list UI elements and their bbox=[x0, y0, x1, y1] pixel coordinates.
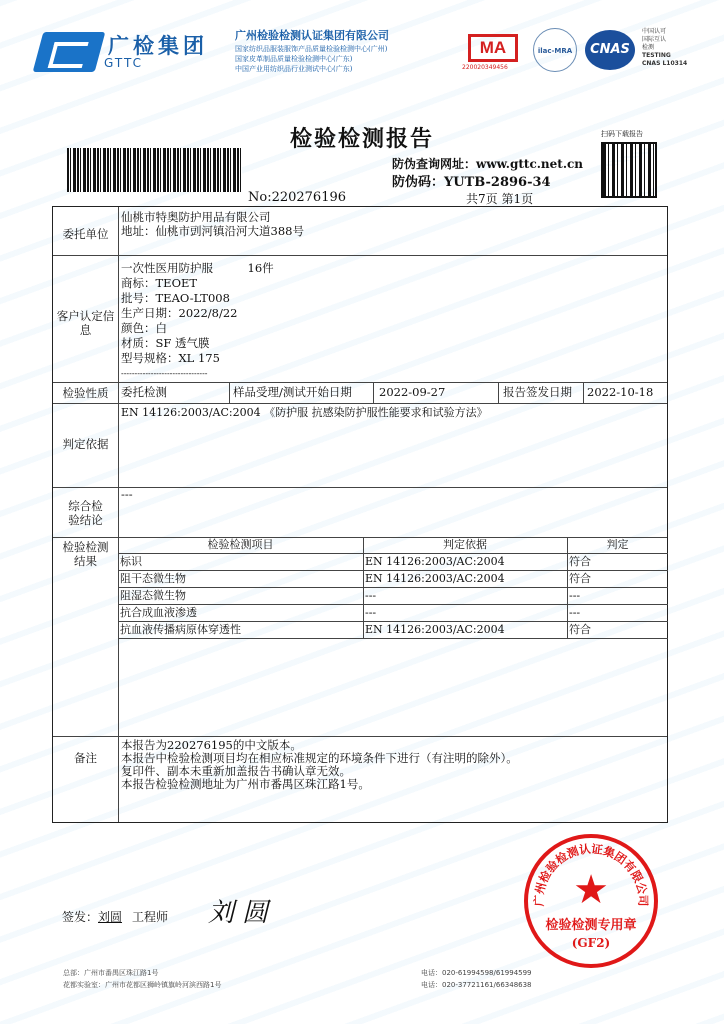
signer-name: 刘圆 bbox=[98, 910, 123, 924]
cma-number: 220020349456 bbox=[462, 64, 508, 71]
start-date: 2022-09-27 bbox=[379, 385, 446, 399]
result-cell: --- bbox=[365, 589, 377, 602]
footer-lab: 花都实验室：广州市花都区狮岭镇旗岭河滨西路1号 bbox=[63, 981, 222, 989]
center-2: 国家皮革制品质量检验检测中心(广东) bbox=[235, 55, 353, 63]
results-label: 检验检测结果 bbox=[62, 540, 109, 568]
gttc-logo-icon bbox=[33, 32, 106, 72]
center-3: 中国产业用纺织品行业测试中心(广东) bbox=[235, 65, 353, 73]
qr-code-icon[interactable] bbox=[601, 142, 657, 198]
anti-fake-code: 防伪码：YUTB-2896-34 bbox=[392, 175, 551, 190]
result-cell: --- bbox=[569, 606, 581, 619]
cma-logo-icon: MA bbox=[468, 34, 518, 62]
footer-hq: 总部：广州市番禺区珠江路1号 bbox=[63, 969, 159, 977]
center-1: 国家纺织品服装服饰产品质量检验检测中心(广州) bbox=[235, 45, 388, 53]
remarks bbox=[121, 739, 518, 791]
result-cell: EN 14126:2003/AC:2004 bbox=[365, 572, 505, 585]
conclusion-value: --- bbox=[121, 487, 133, 501]
info-line: 商标：TEOET bbox=[121, 276, 198, 290]
star-icon: ★ bbox=[573, 867, 609, 913]
cnas-logo-icon: CNAS bbox=[585, 30, 635, 70]
col-header: 判定依据 bbox=[443, 538, 487, 551]
sign-label: 签发： bbox=[62, 910, 99, 924]
result-cell: EN 14126:2003/AC:2004 bbox=[365, 555, 505, 568]
cnas-text bbox=[642, 28, 687, 68]
info-line: 生产日期：2022/8/22 bbox=[121, 306, 238, 320]
nature-label: 检验性质 bbox=[62, 386, 109, 400]
seal-center-text: 检验检测专用章 bbox=[545, 918, 637, 933]
result-cell: 阻湿态微生物 bbox=[120, 589, 186, 602]
ilac-logo-icon: ilac-MRA bbox=[533, 28, 577, 72]
info-line: 型号规格：XL 175 bbox=[121, 351, 220, 365]
nature-value: 委托检测 bbox=[121, 385, 167, 399]
result-cell: 抗合成血液渗透 bbox=[120, 606, 197, 619]
issue-date-label: 报告签发日期 bbox=[503, 385, 572, 399]
brand-en: GTTC bbox=[104, 56, 143, 70]
signer-title: 工程师 bbox=[132, 910, 169, 924]
result-cell: --- bbox=[365, 606, 377, 619]
result-cell: --- bbox=[569, 589, 581, 602]
issue-date: 2022-10-18 bbox=[587, 385, 654, 399]
cnas-line: 检测 bbox=[642, 44, 655, 51]
result-cell: 阻干态微生物 bbox=[120, 572, 186, 585]
customer-info bbox=[121, 261, 274, 381]
col-header: 检验检测项目 bbox=[207, 538, 274, 551]
qr-label: 扫码下载报告 bbox=[601, 130, 643, 138]
report-table bbox=[52, 206, 668, 823]
basis-value: EN 14126:2003/AC:2004 《防护服 抗感染防护服性能要求和试验方法》 bbox=[121, 406, 488, 419]
cnas-line: CNAS L10314 bbox=[642, 60, 688, 67]
brand-name: 广检集团 bbox=[108, 34, 208, 58]
cnas-line: TESTING bbox=[642, 52, 671, 59]
footer-tel-1: 电话：020-61994598/61994599 bbox=[421, 969, 532, 977]
org-name: 广州检验检测认证集团有限公司 bbox=[235, 29, 389, 42]
client-label: 委托单位 bbox=[62, 227, 109, 241]
query-site[interactable]: 防伪查询网址：www.gttc.net.cn bbox=[392, 157, 584, 171]
barcode-icon bbox=[67, 148, 242, 192]
result-cell: 符合 bbox=[569, 572, 591, 585]
info-line: -------------------------------- bbox=[121, 369, 208, 378]
info-line: 颜色：白 bbox=[121, 321, 167, 335]
start-date-label: 样品受理/测试开始日期 bbox=[233, 385, 352, 399]
remark-line: 本报告检验检测地址为广州市番禺区珠江路1号。 bbox=[121, 777, 370, 791]
result-cell: 抗血液传播病原体穿透性 bbox=[120, 623, 241, 636]
seal-ring-text: 广州检验检测认证集团有限公司 bbox=[531, 841, 651, 907]
cnas-line: 中国认可 bbox=[642, 28, 667, 35]
remark-line: 本报告为220276195的中文版本。 bbox=[121, 738, 302, 752]
result-cell: EN 14126:2003/AC:2004 bbox=[365, 623, 505, 636]
info-line: 批号：TEAO-LT008 bbox=[121, 291, 230, 305]
customer-info-label: 客户认定信息 bbox=[56, 309, 115, 337]
official-seal bbox=[524, 834, 658, 968]
page-title: 检验检测报告 bbox=[289, 126, 434, 152]
result-cell: 符合 bbox=[569, 623, 591, 636]
result-cell: 符合 bbox=[569, 555, 591, 568]
result-cell: 标识 bbox=[120, 555, 142, 568]
signature: 刘圆 bbox=[208, 898, 277, 928]
client-address: 地址：仙桃市剅河镇沿河大道388号 bbox=[121, 224, 304, 238]
seal-code: (GF2) bbox=[571, 936, 611, 950]
col-header: 判定 bbox=[606, 538, 629, 551]
remarks-label: 备注 bbox=[74, 751, 97, 765]
conclusion-label: 综合检验结论 bbox=[68, 499, 103, 527]
info-line: 一次性医用防护服 16件 bbox=[121, 261, 274, 275]
basis-label: 判定依据 bbox=[62, 437, 109, 451]
client-name: 仙桃市特奥防护用品有限公司 bbox=[121, 210, 271, 224]
footer-tel-2: 电话：020-37721161/66348638 bbox=[421, 981, 532, 989]
cnas-line: 国际互认 bbox=[642, 36, 667, 43]
remark-line: 复印件、副本未重新加盖报告书确认章无效。 bbox=[121, 764, 351, 778]
remark-line: 本报告中检验检测项目均在相应标准规定的环境条件下进行（有注明的除外）。 bbox=[121, 751, 518, 765]
page-count: 共7页 第1页 bbox=[466, 192, 534, 206]
report-number: No:220276196 bbox=[248, 190, 347, 205]
info-line: 材质：SF 透气膜 bbox=[121, 336, 210, 350]
